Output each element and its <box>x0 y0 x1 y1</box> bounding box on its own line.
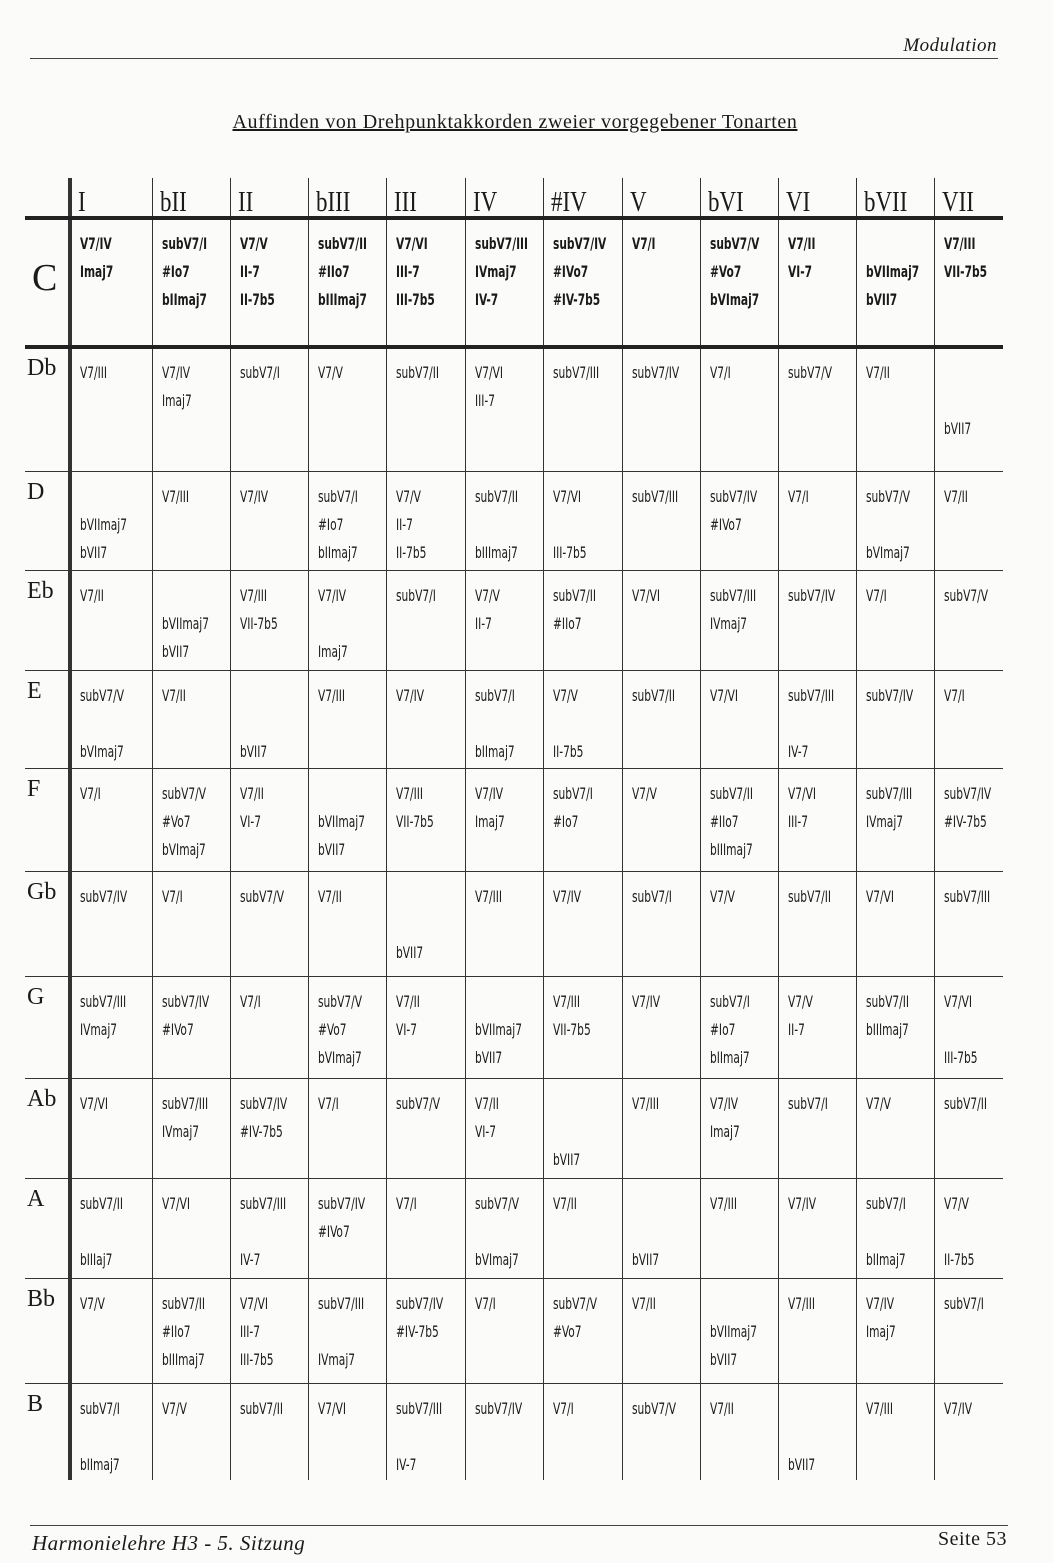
chord-symbol: V7/VI <box>710 686 739 705</box>
chord-symbol: V7/I <box>240 992 261 1011</box>
chord-symbol: subV7/IV <box>632 363 680 382</box>
key-label-db: Db <box>27 355 57 381</box>
chord-symbol: V7/V <box>318 363 343 382</box>
chord-symbol: bVImaj7 <box>318 1048 362 1067</box>
row-rule <box>25 570 1003 571</box>
chord-symbol: V7/VI <box>396 234 428 253</box>
chord-symbol: #IVo7 <box>710 515 742 534</box>
chord-symbol: V7/VI <box>162 1194 191 1213</box>
chord-symbol: subV7/V <box>475 1194 520 1213</box>
chord-symbol: subV7/III <box>396 1399 443 1418</box>
chord-symbol: V7/V <box>80 1294 105 1313</box>
chord-symbol: V7/II <box>632 1294 656 1313</box>
chord-symbol: V7/III <box>240 586 268 605</box>
chord-symbol: #IV-7b5 <box>240 1122 283 1141</box>
column-rule <box>230 178 231 1480</box>
chord-symbol: V7/I <box>866 586 887 605</box>
chord-symbol: subV7/I <box>475 686 515 705</box>
chord-symbol: subV7/II <box>80 1194 124 1213</box>
chord-symbol: bIImaj7 <box>162 290 207 309</box>
chord-symbol: subV7/III <box>162 1094 209 1113</box>
chord-symbol: subV7/IV <box>866 686 914 705</box>
chord-symbol: V7/IV <box>553 887 582 906</box>
chord-symbol: V7/II <box>788 234 816 253</box>
chord-symbol: V7/I <box>553 1399 574 1418</box>
chord-symbol: bIImaj7 <box>80 1455 120 1474</box>
chord-symbol: subV7/IV <box>162 992 210 1011</box>
chord-symbol: V7/I <box>944 686 965 705</box>
chord-symbol: III-7 <box>475 391 496 410</box>
chord-symbol: bIImaj7 <box>318 543 358 562</box>
chord-symbol: V7/I <box>318 1094 339 1113</box>
chord-symbol: V7/II <box>866 363 890 382</box>
chord-symbol: subV7/I <box>162 234 208 253</box>
column-heading-vii: VII <box>942 187 974 218</box>
chord-symbol: bVII7 <box>80 543 108 562</box>
chord-symbol: V7/IV <box>788 1194 817 1213</box>
chord-symbol: bVIImaj7 <box>475 1020 522 1039</box>
chord-symbol: #IVo7 <box>553 262 589 281</box>
chord-symbol: subV7/V <box>710 234 760 253</box>
chord-symbol: II-7b5 <box>553 742 584 761</box>
chord-symbol: bVII7 <box>240 742 268 761</box>
chord-symbol: bVII7 <box>788 1455 816 1474</box>
key-label-d: D <box>27 479 45 505</box>
chord-symbol: #Vo7 <box>710 262 742 281</box>
chord-symbol: subV7/IV <box>240 1094 288 1113</box>
chord-symbol: subV7/IV <box>396 1294 444 1313</box>
chord-symbol: V7/II <box>553 1194 577 1213</box>
chord-symbol: V7/VI <box>318 1399 347 1418</box>
chord-symbol: #IIo7 <box>553 614 582 633</box>
column-heading-v: V <box>630 187 647 218</box>
chord-symbol: V7/III <box>162 487 190 506</box>
key-label-g: G <box>27 984 45 1010</box>
chord-symbol: subV7/V <box>944 586 989 605</box>
chord-symbol: V7/II <box>710 1399 734 1418</box>
footer-rule <box>30 1525 1008 1526</box>
chord-symbol: II-7b5 <box>944 1250 975 1269</box>
chord-symbol: subV7/V <box>318 992 363 1011</box>
chord-symbol: #Io7 <box>318 515 344 534</box>
column-rule <box>543 178 544 1480</box>
chord-symbol: V7/III <box>866 1399 894 1418</box>
chord-symbol: V7/IV <box>632 992 661 1011</box>
column-heading-vi: VI <box>786 187 811 218</box>
chord-symbol: #Vo7 <box>553 1322 582 1341</box>
column-heading-sharp-iv: #IV <box>551 187 587 218</box>
column-rule <box>856 178 857 1480</box>
row-rule <box>25 1278 1003 1279</box>
chord-symbol: subV7/I <box>80 1399 120 1418</box>
chord-symbol: bIIImaj7 <box>866 1020 909 1039</box>
row-rule <box>25 471 1003 472</box>
chord-symbol: bIIImaj7 <box>318 290 367 309</box>
key-label-b: B <box>27 1391 44 1417</box>
column-rule <box>152 178 153 1480</box>
key-label-eb: Eb <box>27 578 54 604</box>
chord-symbol: VII-7b5 <box>944 262 988 281</box>
chord-symbol: V7/III <box>475 887 503 906</box>
chord-symbol: subV7/IV <box>80 887 128 906</box>
key-label-e: E <box>27 678 42 704</box>
chord-symbol: Imaj7 <box>475 812 505 831</box>
chord-symbol: subV7/I <box>553 784 593 803</box>
column-rule <box>386 178 387 1480</box>
row-rule <box>25 976 1003 977</box>
chord-symbol: #IIo7 <box>162 1322 191 1341</box>
header-rule <box>30 58 998 59</box>
chord-symbol: V7/IV <box>396 686 425 705</box>
chord-symbol: #Vo7 <box>318 1020 347 1039</box>
chord-symbol: V7/V <box>162 1399 187 1418</box>
chord-symbol: Imaj7 <box>710 1122 740 1141</box>
chord-symbol: subV7/I <box>632 887 672 906</box>
column-heading-iii: III <box>394 187 417 218</box>
chord-symbol: VII-7b5 <box>553 1020 591 1039</box>
chord-symbol: #IVo7 <box>162 1020 194 1039</box>
chord-symbol: bIImaj7 <box>475 742 515 761</box>
chord-symbol: subV7/V <box>866 487 911 506</box>
chord-symbol: subV7/III <box>553 363 600 382</box>
chord-symbol: bVIImaj7 <box>162 614 209 633</box>
chord-symbol: V7/IV <box>475 784 504 803</box>
column-rule <box>622 178 623 1480</box>
chord-symbol: V7/VI <box>240 1294 269 1313</box>
chord-symbol: V7/I <box>710 363 731 382</box>
chord-symbol: V7/I <box>80 784 101 803</box>
chord-symbol: bVII7 <box>553 1150 581 1169</box>
chord-symbol: bVII7 <box>866 290 898 309</box>
chord-symbol: II-7b5 <box>240 290 275 309</box>
chord-symbol: subV7/V <box>788 363 833 382</box>
chord-symbol: subV7/III <box>632 487 679 506</box>
chord-symbol: bIIIaj7 <box>80 1250 113 1269</box>
column-heading-biii: bIII <box>316 187 351 218</box>
chord-symbol: IVmaj7 <box>80 1020 118 1039</box>
chord-symbol: V7/VI <box>553 487 582 506</box>
chord-symbol: #IV-7b5 <box>396 1322 439 1341</box>
chord-symbol: V7/V <box>553 686 578 705</box>
chord-symbol: subV7/IV <box>318 1194 366 1213</box>
chord-symbol: III-7 <box>788 812 809 831</box>
chord-symbol: subV7/I <box>944 1294 984 1313</box>
chord-symbol: Imaj7 <box>318 642 348 661</box>
chord-symbol: bVII7 <box>396 943 424 962</box>
chord-symbol: subV7/V <box>553 1294 598 1313</box>
chord-symbol: II-7b5 <box>396 543 427 562</box>
chord-symbol: subV7/V <box>396 1094 441 1113</box>
chord-symbol: subV7/I <box>318 487 358 506</box>
chord-symbol: subV7/V <box>632 1399 677 1418</box>
chord-symbol: V7/V <box>632 784 657 803</box>
chord-symbol: VI-7 <box>240 812 262 831</box>
column-heading-ii: II <box>238 187 254 218</box>
chord-symbol: V7/I <box>475 1294 496 1313</box>
key-label-f: F <box>27 776 41 802</box>
chord-symbol: subV7/III <box>240 1194 287 1213</box>
chord-symbol: subV7/II <box>553 586 597 605</box>
chord-symbol: V7/III <box>632 1094 660 1113</box>
chord-symbol: subV7/III <box>710 586 757 605</box>
chord-symbol: bVII7 <box>632 1250 660 1269</box>
chord-symbol: subV7/II <box>710 784 754 803</box>
chord-symbol: V7/VI <box>475 363 504 382</box>
chord-symbol: #IV-7b5 <box>553 290 601 309</box>
key-label-ab: Ab <box>27 1086 57 1112</box>
chord-symbol: subV7/II <box>396 363 440 382</box>
running-head: Modulation <box>903 35 997 56</box>
chord-symbol: III-7b5 <box>396 290 435 309</box>
chord-symbol: V7/III <box>710 1194 738 1213</box>
chord-symbol: bVImaj7 <box>80 742 124 761</box>
chord-symbol: #Io7 <box>162 262 190 281</box>
chord-symbol: #IV-7b5 <box>944 812 987 831</box>
page-number: Seite 53 <box>938 1528 1007 1550</box>
chord-symbol: V7/VI <box>866 887 895 906</box>
chord-symbol: II-7 <box>788 1020 805 1039</box>
chord-symbol: subV7/II <box>162 1294 206 1313</box>
chord-symbol: VI-7 <box>475 1122 497 1141</box>
chord-symbol: V7/I <box>162 887 183 906</box>
chord-symbol: bVImaj7 <box>475 1250 519 1269</box>
chord-symbol: V7/I <box>788 487 809 506</box>
chord-symbol: V7/V <box>475 586 500 605</box>
key-label-c: C <box>32 257 58 299</box>
row-rule <box>25 1178 1003 1179</box>
chord-symbol: subV7/III <box>944 887 991 906</box>
chord-symbol: bVIImaj7 <box>710 1322 757 1341</box>
chord-symbol: IV-7 <box>788 742 809 761</box>
chord-symbol: bIIImaj7 <box>162 1350 205 1369</box>
chord-symbol: VII-7b5 <box>396 812 434 831</box>
chord-symbol: bVImaj7 <box>866 543 910 562</box>
row-rule <box>25 871 1003 872</box>
chord-symbol: V7/III <box>788 1294 816 1313</box>
chord-symbol: V7/IV <box>318 586 347 605</box>
chord-symbol: IVmaj7 <box>475 262 517 281</box>
page-title: Auffinden von Drehpunktakkorden zweier vorgegebener Tonarten <box>232 111 798 133</box>
chord-symbol: V7/IV <box>80 234 112 253</box>
chord-symbol: #Vo7 <box>162 812 191 831</box>
chord-symbol: #IIo7 <box>710 812 739 831</box>
chord-symbol: bIImaj7 <box>866 1250 906 1269</box>
column-heading-i: I <box>78 187 86 218</box>
column-heading-bvi: bVI <box>708 187 744 218</box>
chord-symbol: subV7/V <box>80 686 125 705</box>
chord-symbol: bVII7 <box>162 642 190 661</box>
chord-symbol: V7/II <box>396 992 420 1011</box>
chord-symbol: V7/VI <box>944 992 973 1011</box>
chord-symbol: subV7/V <box>240 887 285 906</box>
chord-symbol: V7/IV <box>866 1294 895 1313</box>
chord-symbol: V7/V <box>710 887 735 906</box>
chord-symbol: V7/IV <box>710 1094 739 1113</box>
chord-symbol: #IVo7 <box>318 1222 350 1241</box>
column-rule <box>700 178 701 1480</box>
chord-symbol: subV7/II <box>475 487 519 506</box>
chord-symbol: subV7/II <box>632 686 676 705</box>
chord-symbol: subV7/I <box>866 1194 906 1213</box>
chord-symbol: #Io7 <box>710 1020 736 1039</box>
chord-symbol: V7/II <box>240 784 264 803</box>
chord-symbol: V7/II <box>80 586 104 605</box>
chord-symbol: bVImaj7 <box>162 840 206 859</box>
chord-symbol: Imaj7 <box>866 1322 896 1341</box>
chord-symbol: subV7/II <box>944 1094 988 1113</box>
chord-symbol: IVmaj7 <box>318 1350 356 1369</box>
chord-symbol: II-7 <box>396 515 413 534</box>
chord-symbol: #IIo7 <box>318 262 350 281</box>
chord-symbol: V7/III <box>553 992 581 1011</box>
chord-symbol: V7/II <box>318 887 342 906</box>
chord-symbol: Imaj7 <box>80 262 114 281</box>
chord-symbol: V7/IV <box>240 487 269 506</box>
chord-symbol: III-7b5 <box>944 1048 978 1067</box>
chord-symbol: bVII7 <box>475 1048 503 1067</box>
chord-symbol: IVmaj7 <box>162 1122 200 1141</box>
chord-symbol: subV7/V <box>162 784 207 803</box>
chord-symbol: subV7/III <box>866 784 913 803</box>
row-rule <box>25 768 1003 769</box>
chord-symbol: II-7 <box>475 614 492 633</box>
chord-symbol: subV7/I <box>396 586 436 605</box>
chord-symbol: V7/III <box>396 784 424 803</box>
chord-symbol: III-7 <box>396 262 420 281</box>
chord-symbol: V7/VI <box>632 586 661 605</box>
chord-symbol: subV7/IV <box>710 487 758 506</box>
chord-symbol: IVmaj7 <box>710 614 748 633</box>
chord-symbol: Imaj7 <box>162 391 192 410</box>
key-label-gb: Gb <box>27 879 57 905</box>
chord-symbol: V7/II <box>944 487 968 506</box>
chord-symbol: subV7/IV <box>475 1399 523 1418</box>
column-rule <box>465 178 466 1480</box>
chord-symbol: VI-7 <box>788 262 813 281</box>
chord-symbol: subV7/III <box>475 234 528 253</box>
chord-symbol: VI-7 <box>396 1020 418 1039</box>
chord-symbol: bVII7 <box>318 840 346 859</box>
chord-symbol: bVIImaj7 <box>318 812 365 831</box>
chord-symbol: III-7 <box>240 1322 261 1341</box>
key-label-bb: Bb <box>27 1286 56 1312</box>
row-rule <box>25 1078 1003 1079</box>
chord-symbol: V7/III <box>80 363 108 382</box>
chord-symbol: subV7/II <box>318 234 368 253</box>
chord-symbol: V7/II <box>162 686 186 705</box>
chord-symbol: V7/IV <box>944 1399 973 1418</box>
chord-symbol: bVIImaj7 <box>80 515 127 534</box>
column-rule <box>934 178 935 1480</box>
chord-symbol: bVImaj7 <box>710 290 760 309</box>
chord-symbol: V7/III <box>318 686 346 705</box>
chord-symbol: III-7b5 <box>553 543 587 562</box>
column-rule <box>778 178 779 1480</box>
row-rule <box>25 345 1003 349</box>
row-rule <box>25 1383 1003 1384</box>
column-heading-bvii: bVII <box>864 187 908 218</box>
chord-symbol: subV7/IV <box>788 586 836 605</box>
chord-symbol: V7/V <box>866 1094 891 1113</box>
chord-symbol: IV-7 <box>240 1250 261 1269</box>
column-rule <box>308 178 309 1480</box>
chord-symbol: subV7/IV <box>553 234 607 253</box>
chord-symbol: V7/II <box>475 1094 499 1113</box>
chord-symbol: III-7b5 <box>240 1350 274 1369</box>
chord-symbol: II-7 <box>240 262 260 281</box>
footer-course-label: Harmonielehre H3 - 5. Sitzung <box>32 1531 306 1555</box>
chord-symbol: V7/I <box>396 1194 417 1213</box>
chord-symbol: V7/V <box>240 234 268 253</box>
chord-symbol: bIImaj7 <box>710 1048 750 1067</box>
chord-symbol: V7/IV <box>162 363 191 382</box>
chord-symbol: bVIImaj7 <box>866 262 920 281</box>
chord-symbol: V7/V <box>944 1194 969 1213</box>
key-label-a: A <box>27 1186 45 1212</box>
row-rule <box>25 670 1003 671</box>
chord-symbol: V7/VI <box>80 1094 109 1113</box>
chord-symbol: subV7/II <box>788 887 832 906</box>
chord-symbol: #Io7 <box>553 812 579 831</box>
chord-symbol: V7/V <box>788 992 813 1011</box>
chord-symbol: VII-7b5 <box>240 614 278 633</box>
chord-symbol: bIIImaj7 <box>475 543 518 562</box>
chord-symbol: V7/VI <box>788 784 817 803</box>
chord-symbol: IVmaj7 <box>866 812 904 831</box>
chord-symbol: IV-7 <box>396 1455 417 1474</box>
chord-symbol: bVII7 <box>710 1350 738 1369</box>
chord-symbol: V7/III <box>944 234 976 253</box>
chord-symbol: subV7/IV <box>944 784 992 803</box>
chord-symbol: subV7/III <box>318 1294 365 1313</box>
chord-symbol: subV7/II <box>240 1399 284 1418</box>
chord-symbol: IV-7 <box>475 290 499 309</box>
chord-symbol: V7/I <box>632 234 656 253</box>
chord-symbol: subV7/III <box>80 992 127 1011</box>
chord-symbol: bVII7 <box>944 419 972 438</box>
chord-symbol: bIIImaj7 <box>710 840 753 859</box>
chord-symbol: subV7/I <box>240 363 280 382</box>
chord-symbol: subV7/III <box>788 686 835 705</box>
column-heading-bii: bII <box>160 187 187 218</box>
chord-symbol: subV7/I <box>710 992 750 1011</box>
column-heading-iv: IV <box>473 187 498 218</box>
chord-symbol: subV7/I <box>788 1094 828 1113</box>
key-column-rule <box>68 178 72 1480</box>
chord-symbol: subV7/II <box>866 992 910 1011</box>
chord-symbol: V7/V <box>396 487 421 506</box>
